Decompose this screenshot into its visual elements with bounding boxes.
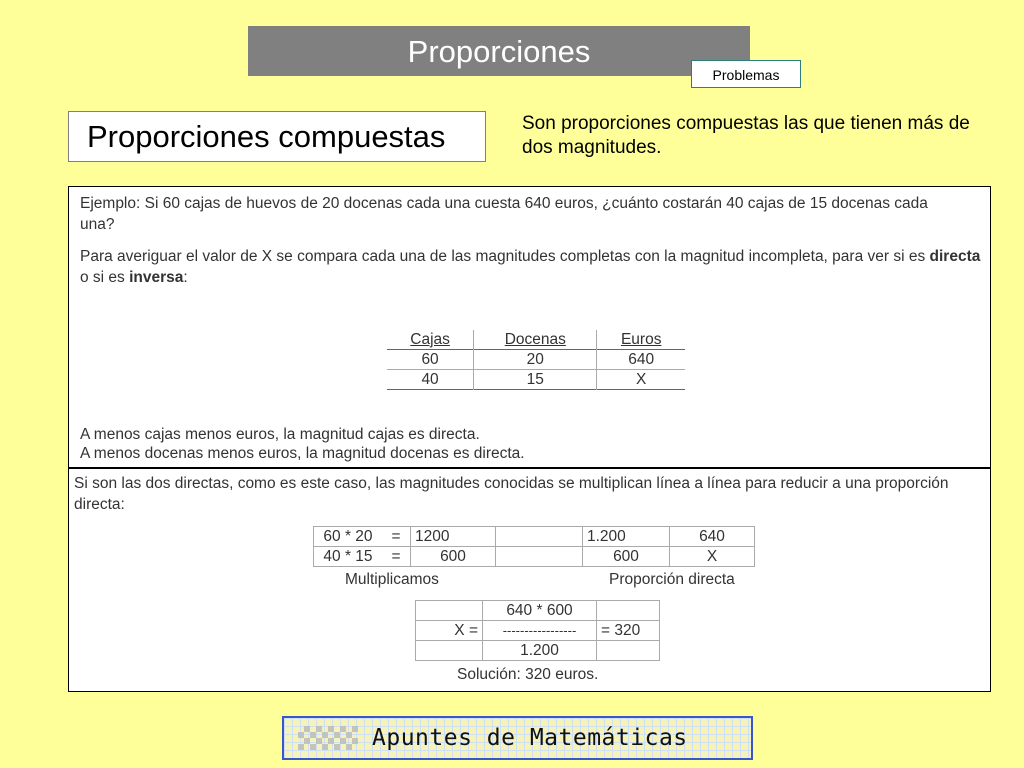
- table-cell: 600: [411, 547, 496, 567]
- table-cell: 640: [597, 350, 685, 370]
- table-cell: [416, 601, 483, 621]
- table-cell: 600: [583, 547, 670, 567]
- table-cell: =: [382, 527, 411, 547]
- explanation-start: Para averiguar el valor de X se compara cada una de las magnitudes completas con la magnitud incompleta, para ver si es: [80, 248, 930, 265]
- table-cell: 640 * 600: [483, 601, 597, 621]
- page-title: Proporciones: [248, 26, 750, 76]
- multiplicamos-caption: Multiplicamos: [345, 571, 439, 588]
- example-text: Ejemplo: Si 60 cajas de huevos de 20 docenas cada una cuesta 640 euros, ¿cuánto costarán 40 cajas de 15 docenas cada una?: [80, 195, 928, 233]
- checker-pattern-icon: [298, 726, 358, 750]
- table-row: [416, 621, 660, 641]
- table-row: [387, 350, 685, 370]
- table-row: [314, 527, 755, 547]
- table-row: [416, 641, 660, 661]
- solution-panel: [68, 468, 991, 692]
- table-cell: 40 * 15: [314, 547, 383, 567]
- apuntes-logo[interactable]: [282, 716, 753, 760]
- header-cajas: Cajas: [410, 330, 450, 348]
- proporcion-directa-caption: Proporción directa: [609, 571, 735, 588]
- table-row: [314, 547, 755, 567]
- table-cell: -----------------: [483, 621, 597, 641]
- explanation-text: [80, 246, 990, 288]
- example-panel: [68, 186, 991, 468]
- table-cell: [496, 547, 583, 567]
- multiply-table: [313, 526, 755, 567]
- table-cell: 1200: [411, 527, 496, 547]
- inversa-term: inversa: [129, 269, 184, 286]
- table-cell: 1.200: [483, 641, 597, 661]
- table-cell: 15: [474, 370, 597, 390]
- solution-table: [415, 600, 660, 661]
- table-cell: X =: [416, 621, 483, 641]
- header-docenas: Docenas: [474, 330, 597, 350]
- explanation-end: :: [183, 269, 188, 286]
- table-cell: [597, 601, 660, 621]
- table-row: [387, 370, 685, 390]
- table-cell: 60: [421, 350, 439, 368]
- table-cell: [496, 527, 583, 547]
- solution-caption: Solución: 320 euros.: [457, 666, 599, 683]
- problemas-button[interactable]: Problemas: [691, 60, 801, 88]
- conclusion-cajas: A menos cajas menos euros, la magnitud cajas es directa.: [80, 426, 480, 443]
- table-cell: [416, 641, 483, 661]
- table-cell: X: [670, 547, 755, 567]
- table-cell: 40: [387, 370, 474, 390]
- section-title: Proporciones compuestas: [68, 111, 486, 162]
- definition-text: Son proporciones compuestas las que tienen más de dos magnitudes.: [522, 113, 970, 158]
- logo-text: Apuntes de Matemáticas: [372, 725, 688, 751]
- table-cell: =: [382, 547, 411, 567]
- table-cell: 640: [670, 527, 755, 547]
- directa-term: directa: [929, 248, 981, 265]
- table-cell: [597, 641, 660, 661]
- header-euros: Euros: [597, 330, 685, 350]
- conclusion-docenas: A menos docenas menos euros, la magnitud docenas es directa.: [80, 445, 525, 462]
- table-cell: 1.200: [583, 527, 670, 547]
- magnitudes-table: [387, 330, 685, 390]
- table-row: [416, 601, 660, 621]
- explanation-mid: o si es: [80, 269, 130, 286]
- table-cell: X: [597, 370, 685, 390]
- intro-text: Si son las dos directas, como es este caso, las magnitudes conocidas se multiplican línea a línea para reducir a una proporción directa:: [74, 475, 949, 513]
- table-cell: = 320: [597, 621, 660, 641]
- table-cell: 20: [474, 350, 597, 370]
- table-cell: 60 * 20: [314, 527, 383, 547]
